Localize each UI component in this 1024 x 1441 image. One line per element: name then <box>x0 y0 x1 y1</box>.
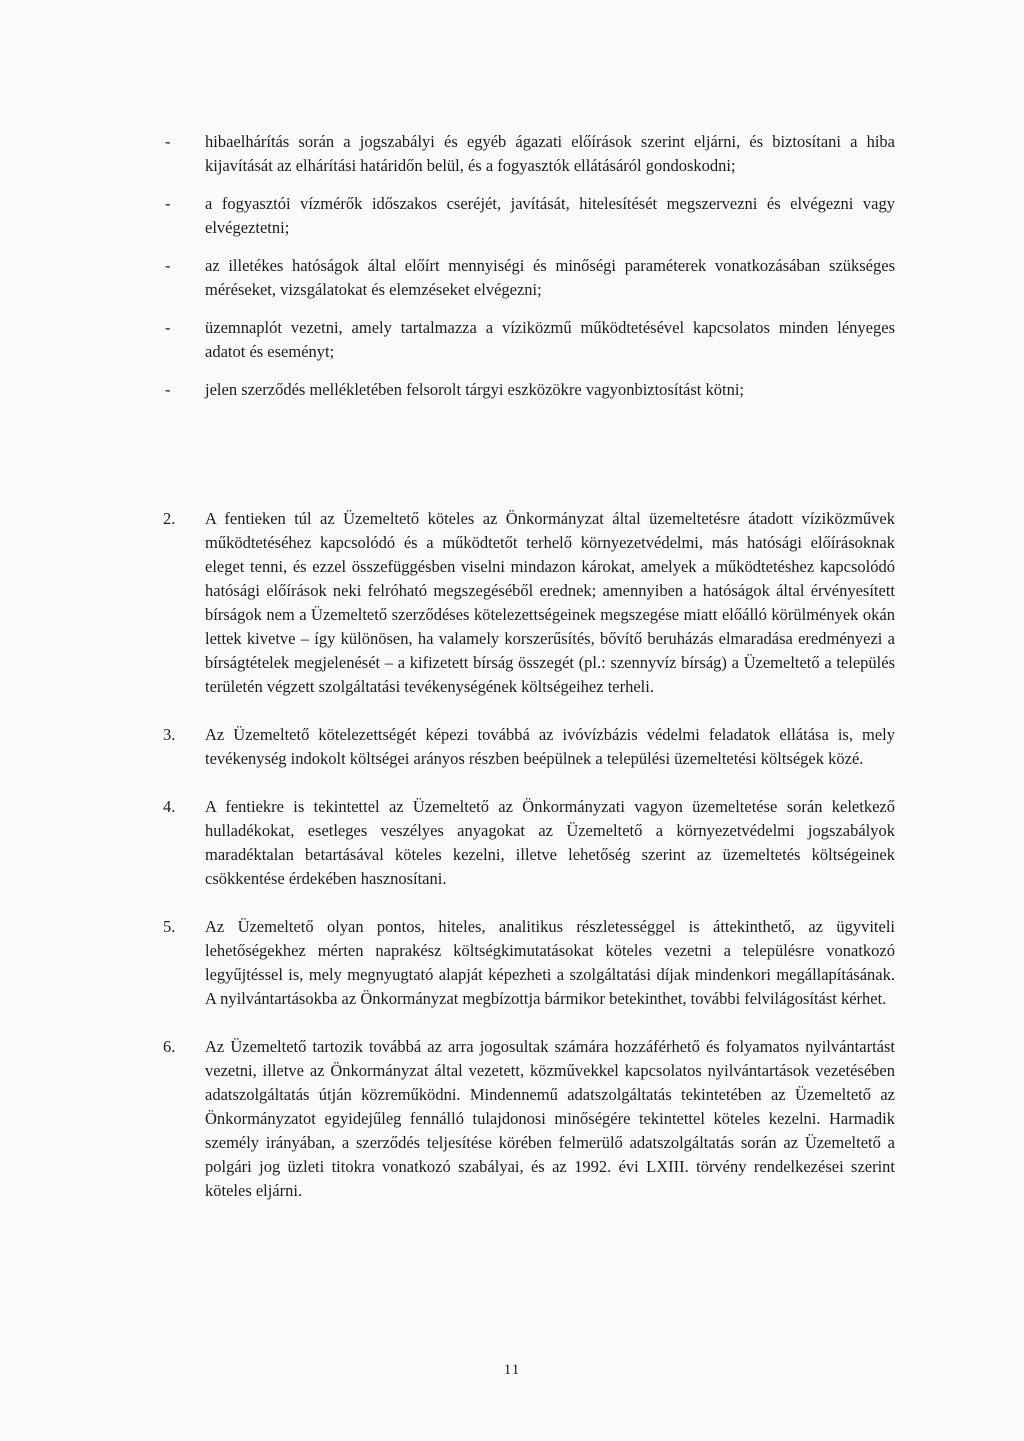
dash-list <box>165 130 895 418</box>
paragraph-number: 6. <box>163 1037 176 1056</box>
list-item <box>165 192 895 240</box>
list-item-text: üzemnaplót vezetni, amely tartalmazza a víziközmű működtetésével kapcsolatos minden lényeges adatot és eseményt; <box>205 318 895 361</box>
numbered-paragraph <box>163 915 895 1011</box>
list-item <box>165 378 895 402</box>
numbered-paragraph <box>163 1035 895 1203</box>
paragraph-text: Az Üzemeltető kötelezettségét képezi továbbá az ivóvízbázis védelmi feladatok ellátása is, mely tevékenység indokolt költségei arányos részben beépülnek a települési üzemeltetési költségek közé. <box>205 725 895 768</box>
paragraph-text: A fentieken túl az Üzemeltető köteles az Önkormányzat által üzemeltetésre átadott víziközművek működtetéséhez kapcsolódó és a működtetőt terhelő környezetvédelmi, más hatósági előírásoknak eleget tenni, és ezzel összefüggésben viselni mindazon károkat, amelyek a működtetéshez kapcsolódó hatósági előírások neki felróható megszegéséből erednek; amennyiben a hatóságok által érvényesített bírságok nem a Üzemeltető szerződéses kötelezettségeinek megszegése miatt előálló körülmények okán lettek kivetve – így különösen, ha valamely korszerűsítés, bővítő beruházás elmaradása eredményezi a bírságtételek megjelenését – a kifizetett bírság összegét (pl.: szennyvíz bírság) a Üzemeltető a település területén végzett szolgáltatási tevékenységének költségeihez terheli. <box>205 509 895 696</box>
paragraph-number: 4. <box>163 797 176 816</box>
dash-marker: - <box>165 194 171 213</box>
paragraph-text: Az Üzemeltető tartozik továbbá az arra jogosultak számára hozzáférhető és folyamatos nyilvántartást vezetni, illetve az Önkormányzat által vezetett, közművekkel kapcsolatos nyilvántartások vezetésében adatszolgáltatás útján közreműködni. Mindennemű adatszolgáltatás tekintetében az Üzemeltető az Önkormányzatot egyidejűleg fennálló tulajdonosi minőségére tekintettel köteles kezelni. Harmadik személy irányában, a szerződés teljesítése körében felmerülő adatszolgáltatás során az Üzemeltető a polgári jog üzleti titokra vonatkozó szabályai, és az 1992. évi LXIII. törvény rendelkezései szerint köteles eljárni. <box>205 1037 895 1200</box>
dash-marker: - <box>165 132 171 151</box>
numbered-list <box>163 507 895 1227</box>
paragraph-text: A fentiekre is tekintettel az Üzemeltető az Önkormányzati vagyon üzemeltetése során keletkező hulladékokat, esetleges veszélyes anyagokat az Üzemeltető a környezetvédelmi jogszabályok maradéktalan betartásával köteles kezelni, illetve lehetőség szerint az üzemeltetés költségeinek csökkentése érdekében hasznosítani. <box>205 797 895 888</box>
list-item-text: az illetékes hatóságok által előírt mennyiségi és minőségi paraméterek vonatkozásában szükséges méréseket, vizsgálatokat és elemzéseket elvégezni; <box>205 256 895 299</box>
paragraph-number: 2. <box>163 509 176 528</box>
dash-marker: - <box>165 318 171 337</box>
dash-marker: - <box>165 380 171 399</box>
list-item-text: hibaelhárítás során a jogszabályi és egyéb ágazati előírások szerint eljárni, és biztosítani a hiba kijavítását az elhárítási határidőn belül, és a fogyasztók ellátásáról gondoskodni; <box>205 132 895 175</box>
list-item <box>165 254 895 302</box>
paragraph-number: 5. <box>163 917 176 936</box>
paragraph-text: Az Üzemeltető olyan pontos, hiteles, analitikus részletességgel is áttekinthető, az ügyviteli lehetőségekhez mérten naprakész költségkimutatásokat köteles vezetni a településre vonatkozó legyűjtéssel is, mely megnyugtató alapját képezheti a szolgáltatási díjak mindenkori megállapításának. A nyilvántartásokba az Önkormányzat megbízottja bármikor betekinthet, további felvilágosítást kérhet. <box>205 917 895 1008</box>
numbered-paragraph <box>163 507 895 699</box>
list-item-text: a fogyasztói vízmérők időszakos cseréjét, javítását, hitelesítését megszervezni és elvégezni vagy elvégeztetni; <box>205 194 895 237</box>
paragraph-number: 3. <box>163 725 176 744</box>
page-number: 11 <box>503 1362 521 1378</box>
list-item <box>165 316 895 364</box>
numbered-paragraph <box>163 723 895 771</box>
list-item <box>165 130 895 178</box>
list-item-text: jelen szerződés mellékletében felsorolt tárgyi eszközökre vagyonbiztosítást kötni; <box>205 380 744 399</box>
numbered-paragraph <box>163 795 895 891</box>
dash-marker: - <box>165 256 171 275</box>
